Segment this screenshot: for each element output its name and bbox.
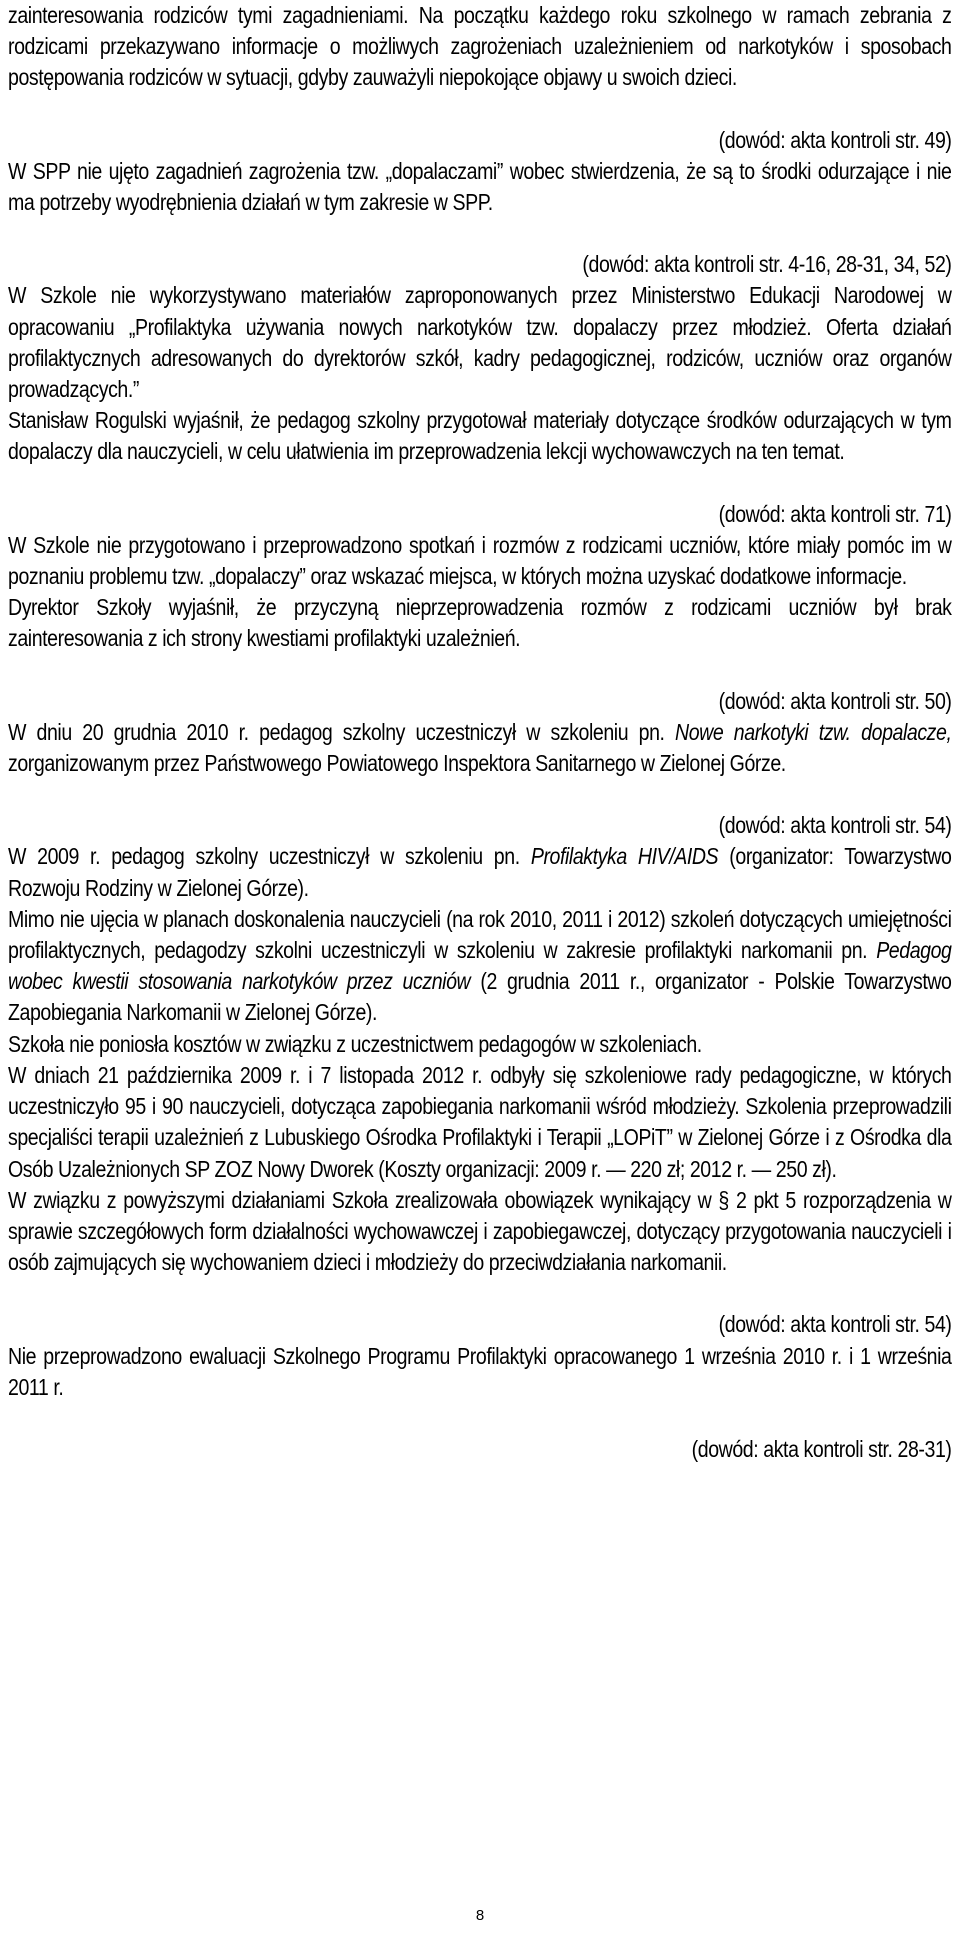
evidence-reference: (dowód: akta kontroli str. 4-16, 28-31, 34, 52) xyxy=(582,251,952,278)
paragraph-pedagogical-councils: W dniach 21 października 2009 r. i 7 listopada 2012 r. odbyły się szkoleniowe rady pedagogiczne, w których uczestniczyło 95 i 90 nauczycieli, dotycząca zapobiegania narkomanii wśród młodzieży. Szkolenia przeprowadzili specjaliści terapii uzależnień z Lubuskiego Ośrodka Profilaktyki i Terapii „LOPiT” w Zielonej Górze i z Ośrodka dla Osób Uzależnionych SP ZOZ Nowy Dworek (Koszty organizacji: 2009 r. — 220 zł; 2012 r. — 250 zł). xyxy=(8,1061,952,1182)
text-span: (2 grudnia 2011 r., organizator - Polskie Towarzystwo Zapobiegania Narkomanii w Zielonej Górze). xyxy=(8,968,952,1026)
paragraph-director-explanation: Stanisław Rogulski wyjaśnił, że pedagog szkolny przygotował materiały dotyczące środków odurzających w tym dopalaczy dla nauczycieli, w celu ułatwienia im przeprowadzenia lekcji wychowawczych na ten temat. xyxy=(8,407,952,465)
evidence-reference: (dowód: akta kontroli str. 54) xyxy=(718,812,952,839)
evidence-reference: (dowód: akta kontroli str. 28-31) xyxy=(691,1435,952,1462)
paragraph-teacher-training xyxy=(8,904,952,1029)
paragraph-training-2010 xyxy=(8,717,952,779)
paragraph-spp-dopalacze: W SPP nie ujęto zagadnień zagrożenia tzw. „dopalaczami” wobec stwierdzenia, że są to środki odurzające i nie ma potrzeby wyodrębnienia działań w tym zakresie w SPP. xyxy=(8,157,952,216)
paragraph-director-reason: Dyrektor Szkoły wyjaśnił, że przyczyną nieprzeprowadzenia rozmów z rodzicami uczniów był brak zainteresowania z ich strony kwestiami profilaktyki uzależnień. xyxy=(8,594,952,652)
paragraph-men-materials: W Szkole nie wykorzystywano materiałów zaproponowanych przez Ministerstwo Edukacji Narodowej w opracowaniu „Profilaktyka używania nowych narkotyków tzw. dopalaczy przez młodzież. Oferta działań profilaktycznych adresowanych do dyrektorów szkół, kadry pedagogicznej, rodziców, uczniów oraz organów prowadzących.” xyxy=(8,282,952,403)
evidence-reference: (dowód: akta kontroli str. 50) xyxy=(718,687,952,714)
paragraph-parents-information: zainteresowania rodziców tymi zagadnieniami. Na początku każdego roku szkolnego w ramach zebrania z rodzicami przekazywano informacje o możliwych zagrożeniach uzależnieniem od narkotyków i sposobach postępowania rodziców w sytuacji, gdyby zauważyli niepokojące objawy u swoich dzieci. xyxy=(8,2,952,91)
text-span: (organizator: Towarzystwo Rozwoju Rodziny w Zielonej Górze). xyxy=(8,843,952,901)
text-span: zorganizowanym przez Państwowego Powiatowego Inspektora Sanitarnego w Zielonej Górze. xyxy=(8,750,786,777)
evidence-reference: (dowód: akta kontroli str. 54) xyxy=(718,1311,952,1338)
training-title: Pedagog wobec kwestii stosowania narkotyków przez uczniów xyxy=(8,937,952,995)
paragraph-obligation-fulfilled: W związku z powyższymi działaniami Szkoła zrealizowała obowiązek wynikający w § 2 pkt 5 rozporządzenia w sprawie szczegółowych form działalności wychowawczej i zapobiegawczej, dotyczący przygotowania nauczycieli i osób zajmujących się wychowaniem dzieci i młodzieży do przeciwdziałania narkomanii. xyxy=(8,1186,952,1276)
evidence-reference: (dowód: akta kontroli str. 49) xyxy=(718,126,952,153)
training-title: Nowe narkotyki tzw. dopalacze, xyxy=(675,718,952,745)
training-title: Profilaktyka HIV/AIDS xyxy=(530,843,719,870)
page-number: 8 xyxy=(475,1907,485,1924)
paragraph-evaluation: Nie przeprowadzono ewaluacji Szkolnego Programu Profilaktyki opracowanego 1 września 2010 r. i 1 września 2011 r. xyxy=(8,1342,952,1400)
text-span: W 2009 r. pedagog szkolny uczestniczył w szkoleniu pn. xyxy=(8,843,531,870)
paragraph-parent-meetings: W Szkole nie przygotowano i przeprowadzono spotkań i rozmów z rodzicami uczniów, które miały pomóc im w poznaniu problemu tzw. „dopalaczy” oraz wskazać miejsca, w których można uzyskać dodatkowe informacje. xyxy=(8,531,952,590)
text-span: Mimo nie ujęcia w planach doskonalenia nauczycieli (na rok 2010, 2011 i 2012) szkoleń dotyczących umiejętności profilaktycznych, pedagodzy szkolni uczestniczyli w szkoleniu w zakresie profilaktyki narkomanii pn. xyxy=(8,905,952,964)
text-span: W dniu 20 grudnia 2010 r. pedagog szkolny uczestniczył w szkoleniu pn. xyxy=(8,718,676,745)
evidence-reference: (dowód: akta kontroli str. 71) xyxy=(718,500,952,527)
paragraph-training-costs: Szkoła nie poniosła kosztów w związku z uczestnictwem pedagogów w szkoleniach. xyxy=(8,1030,702,1057)
document-body xyxy=(8,0,952,1465)
paragraph-training-2009 xyxy=(8,841,952,903)
